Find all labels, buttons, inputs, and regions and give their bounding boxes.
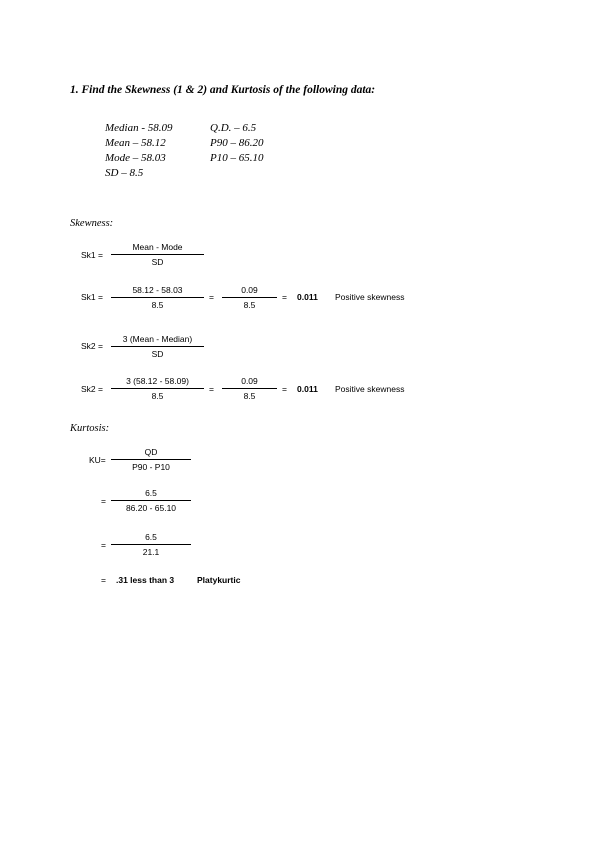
ku-formula-label: KU=: [89, 455, 106, 465]
sk1-formula-fraction: [111, 242, 204, 267]
ku-formula-fraction: [111, 447, 191, 472]
fraction-numerator: Mean - Mode: [132, 242, 183, 252]
fraction-denominator: 86.20 - 65.10: [125, 503, 177, 513]
sk1-interpretation: Positive skewness: [335, 292, 405, 302]
given-p90: P90 – 86.20: [210, 137, 264, 149]
equals-sign: =: [209, 384, 214, 394]
given-values-right: [210, 121, 263, 166]
equals-sign: =: [101, 575, 106, 585]
fraction-denominator: 8.5: [151, 391, 164, 401]
given-median: Median - 58.09: [105, 122, 173, 134]
fraction-denominator: SD: [151, 349, 164, 359]
equals-sign: =: [101, 496, 106, 506]
equals-sign: =: [209, 292, 214, 302]
fraction-numerator: 58.12 - 58.03: [132, 285, 183, 295]
fraction-numerator: 0.09: [241, 376, 258, 386]
equals-sign: =: [282, 292, 287, 302]
given-mode: Mode – 58.03: [105, 152, 166, 164]
fraction-numerator: 3 (Mean - Median): [122, 334, 193, 344]
sk2-formula-label: Sk2 =: [81, 341, 103, 351]
fraction-denominator: 8.5: [151, 300, 164, 310]
fraction-numerator: 6.5: [145, 488, 157, 498]
sk2-formula-fraction: [111, 334, 204, 359]
question-title: 1. Find the Skewness (1 & 2) and Kurtosis of the following data:: [70, 84, 376, 96]
fraction-denominator: P90 - P10: [132, 462, 170, 472]
given-mean: Mean – 58.12: [105, 137, 166, 149]
sk2-calc-fraction-2: [222, 376, 277, 401]
sk1-calc-fraction-2: [222, 285, 277, 310]
sk2-interpretation: Positive skewness: [335, 384, 405, 394]
given-sd: SD – 8.5: [105, 167, 144, 179]
fraction-denominator: 8.5: [243, 300, 256, 310]
given-p10: P10 – 65.10: [210, 152, 264, 164]
fraction-numerator: 0.09: [241, 285, 258, 295]
given-values-left: [105, 121, 173, 181]
sk1-formula-label: Sk1 =: [81, 250, 103, 260]
equals-sign: =: [101, 540, 106, 550]
equals-sign: =: [282, 384, 287, 394]
skewness-heading: Skewness:: [70, 218, 114, 229]
sk1-result: 0.011: [297, 292, 318, 302]
fraction-numerator: 6.5: [145, 532, 157, 542]
fraction-denominator: 21.1: [142, 547, 160, 557]
kurtosis-heading: Kurtosis:: [70, 423, 110, 434]
sk2-result: 0.011: [297, 384, 318, 394]
fraction-denominator: 8.5: [243, 391, 256, 401]
fraction-numerator: 3 (58.12 - 58.09): [126, 376, 189, 386]
sk1-calc-label: Sk1 =: [81, 292, 103, 302]
fraction-numerator: QD: [144, 447, 158, 457]
fraction-denominator: SD: [151, 257, 164, 267]
sk2-calc-fraction-1: [111, 376, 204, 401]
sk1-calc-fraction-1: [111, 285, 204, 310]
ku-step1-fraction: [111, 488, 191, 513]
ku-result: .31 less than 3: [116, 575, 175, 585]
ku-interpretation: Platykurtic: [197, 575, 241, 585]
sk2-calc-label: Sk2 =: [81, 384, 103, 394]
given-qd: Q.D. – 6.5: [210, 122, 257, 134]
ku-step2-fraction: [111, 532, 191, 557]
